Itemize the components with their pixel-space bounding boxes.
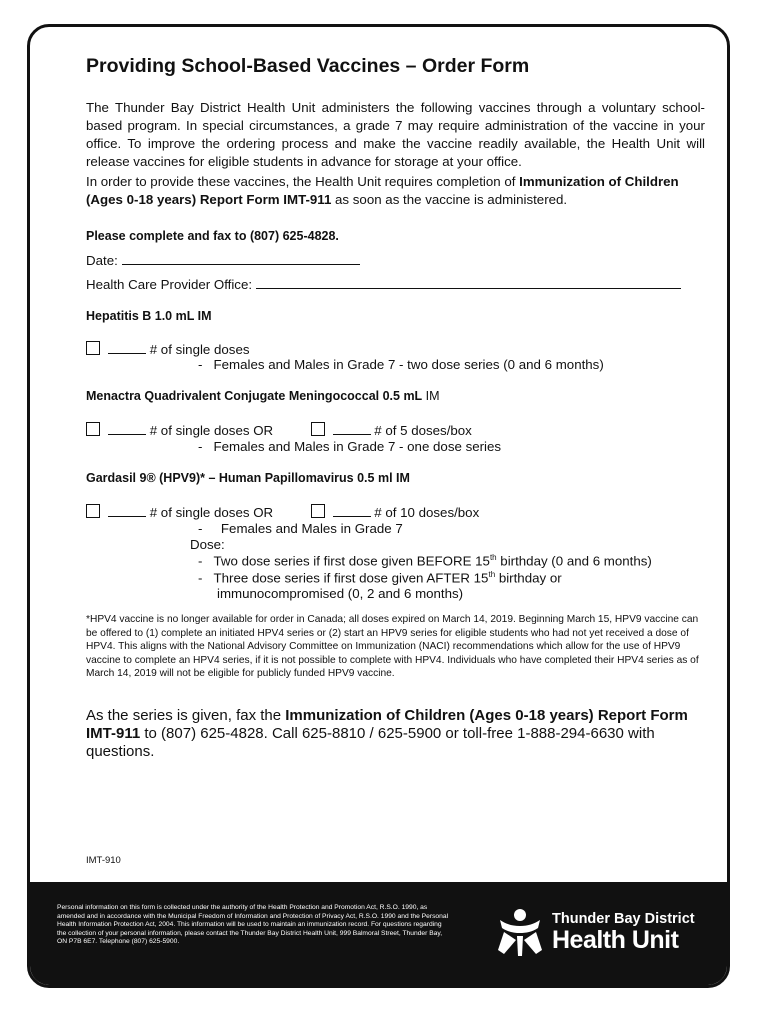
closing-form-name: Immunization of Children (Ages 0-18 years) Report Form IMT-911 [86,707,688,742]
logo-line2: Health Unit [552,926,679,954]
date-field[interactable] [122,253,360,265]
gardasil-box-qty-field[interactable] [333,505,371,517]
hepb-single-qty-field[interactable] [108,342,146,354]
dose-three-text: Three dose series if first dose given AFTER 15 [213,570,489,586]
health-unit-emblem-icon [494,906,546,958]
hepb-bullet-text: Females and Males in Grade 7 - two dose series (0 and 6 months) [213,357,604,372]
requirement-paragraph [86,173,705,209]
gardasil-bullet-text: Females and Males in Grade 7 [220,521,403,536]
bullet-dash: - [198,357,203,372]
intro-paragraph: The Thunder Bay District Health Unit administers the following vaccines through a voluntary school-based program. In special circumstances, a grade 7 may require administration of the vaccine in your office. To improve the ordering process and make the vaccine readily available, the Health Unit will release vaccines for eligible students in advance for storage at your office. [86,100,705,169]
gardasil-box-checkbox[interactable] [311,504,325,518]
gardasil-heading: Gardasil 9® (HPV9)* – Human Papillomavirus 0.5 ml IM [86,471,410,485]
hepb-single-checkbox[interactable] [86,341,100,355]
closing-text: As the series is given, fax the [86,707,286,724]
bullet-dash: - [198,439,203,454]
gardasil-dose-three [198,570,562,585]
menactra-heading-route: IM [422,389,440,403]
menactra-heading-text: Menactra Quadrivalent Conjugate Meningococcal 0.5 mL [86,389,423,403]
gardasil-box-label: # of 10 doses/box [374,505,480,520]
logo-line1: Thunder Bay District [552,911,695,927]
gardasil-dose-three-cont: immunocompromised (0, 2 and 6 months) [217,586,464,601]
menactra-box-qty-field[interactable] [333,423,371,435]
hpv4-footnote: *HPV4 vaccine is no longer available for order in Canada; all doses expired on March 14, 2019. Beginning March 15, HPV9 vaccine can be offered to (1) complete an initiated HPV4 series or (2) start an HPV9 series for eligible students who had not yet received a dose of HPV4. This aligns with the National Advisory Committee on Immunization (NACI) recommendations which allow for the use of HPV9 vaccine to complete an HPV4 series, if it is not possible to complete with HPV4. Individuals who have completed their HPV4 series as of March 14, 2019 will not be eligible for publicly funded HPV9 vaccine. [86,614,699,680]
dose-two-text-end: birthday (0 and 6 months) [496,553,652,569]
provider-line [86,277,681,292]
hepb-heading: Hepatitis B 1.0 mL IM [86,309,212,323]
menactra-single-qty-field[interactable] [108,423,146,435]
menactra-heading [86,389,440,403]
provider-office-field[interactable] [256,277,681,289]
gardasil-bullet [198,521,403,536]
bullet-dash: - [198,553,203,569]
page-title: Providing School-Based Vaccines – Order Form [86,55,530,77]
menactra-order-row [86,422,472,440]
hepb-bullet [198,357,604,372]
fax-instruction: Please complete and fax to (807) 625-4828. [86,229,339,243]
date-label: Date: [86,253,118,268]
menactra-bullet-text: Females and Males in Grade 7 - one dose series [213,439,502,454]
menactra-box-checkbox[interactable] [311,422,325,436]
footer-bar [30,882,727,985]
dose-three-text-end: birthday or [495,570,562,586]
menactra-single-label: # of single doses OR [149,423,274,438]
gardasil-order-row [86,504,479,522]
gardasil-single-qty-field[interactable] [108,505,146,517]
bullet-dash: - [198,570,203,586]
bullet-dash: - [198,521,203,536]
form-frame [27,24,730,988]
requirement-text-end: as soon as the vaccine is administered. [331,192,568,207]
menactra-box-label: # of 5 doses/box [374,423,472,438]
gardasil-single-checkbox[interactable] [86,504,100,518]
date-line [86,253,360,268]
closing-text-end: to (807) 625-4828. Call 625-8810 / 625-5900 or toll-free 1-888-294-6630 with questions. [86,725,655,760]
closing-paragraph [86,707,701,761]
hepb-single-label: # of single doses [149,342,250,357]
menactra-bullet [198,439,501,454]
form-code: IMT-910 [86,855,121,866]
gardasil-dose-two [198,553,652,568]
provider-label: Health Care Provider Office: [86,277,253,292]
requirement-form-name: Immunization of Children (Ages 0-18 years) Report Form IMT-911 [86,174,679,207]
dose-two-sup: th [489,553,497,562]
dose-two-text: Two dose series if first dose given BEFORE 15 [213,553,490,569]
requirement-text: In order to provide these vaccines, the Health Unit requires completion of [86,174,520,189]
privacy-notice: Personal information on this form is collected under the authority of the Health Protection and Promotion Act, R.S.O. 1990, as amended and in accordance with the Municipal Freedom of Information and Protection of Privacy Act, R.S.O. 1990 and the Personal Health Information Protection Act, 2004. This information will be used to maintain an immunization record. For questions regarding the collection of your personal information, please contact the Thunder Bay District Health Unit, 999 Balmoral Street, Thunder Bay, ON P7B 6E7. Telephone (807) 625-5900. [57,904,449,946]
gardasil-dose-label: Dose: [190,537,225,552]
gardasil-single-label: # of single doses OR [149,505,274,520]
dose-three-sup: th [488,570,496,579]
menactra-single-checkbox[interactable] [86,422,100,436]
health-unit-logo [494,906,695,958]
